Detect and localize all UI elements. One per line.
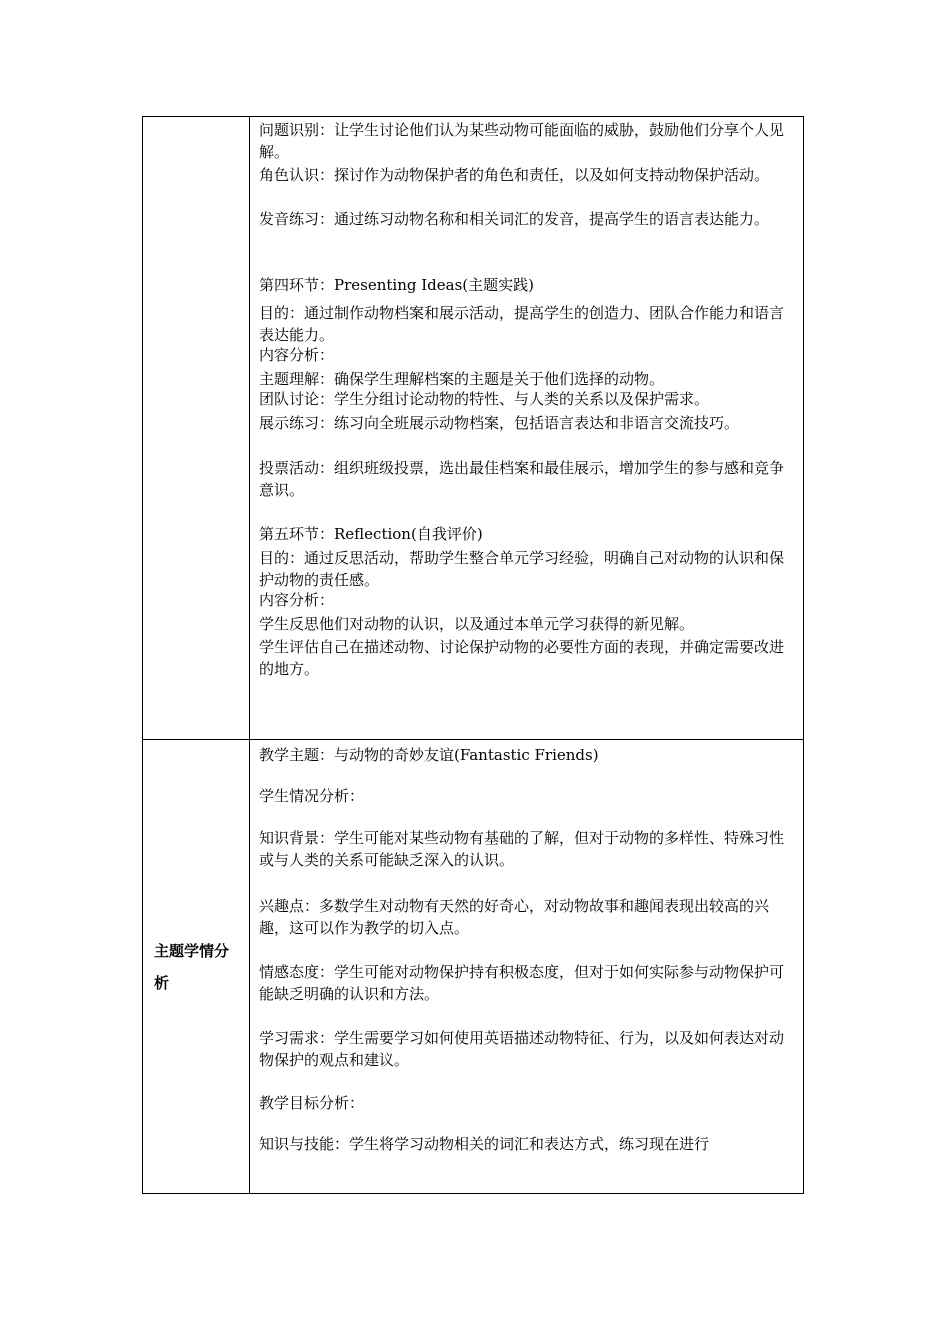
- paragraph-pronunciation: 发音练习：通过练习动物名称和相关词汇的发音，提高学生的语言表达能力。: [259, 210, 770, 228]
- lesson-plan-table: [142, 116, 804, 1194]
- table-row-learner-analysis: [143, 739, 803, 1194]
- row-label-learner-analysis: 主题学情分析: [154, 942, 230, 992]
- paragraph-content-analysis: 内容分析：: [259, 346, 335, 364]
- section-heading-stage-five: 第五环节：Reflection(自我评价): [259, 525, 483, 543]
- paragraph-student-analysis: 学生情况分析：: [259, 787, 365, 805]
- paragraph-problem-identification: 问题识别：让学生讨论他们认为某些动物可能面临的威胁，鼓励他们分享个人见解。: [259, 121, 785, 161]
- paragraph-learning-needs: 学习需求：学生需要学习如何使用英语描述动物特征、行为，以及如何表达对动物保护的观点和建议。: [259, 1029, 785, 1069]
- table-row-activities: [143, 117, 803, 739]
- paragraph-voting-activity: 投票活动：组织班级投票，选出最佳档案和最佳展示，增加学生的参与感和竞争意识。: [259, 459, 785, 499]
- paragraph-knowledge-background: 知识背景：学生可能对某些动物有基础的了解，但对于动物的多样性、特殊习性或与人类的关系可能缺乏深入的认识。: [259, 829, 785, 869]
- paragraph-role-awareness: 角色认识：探讨作为动物保护者的角色和责任，以及如何支持动物保护活动。: [259, 166, 770, 184]
- column-divider: [249, 740, 250, 1194]
- paragraph-presentation-practice: 展示练习：练习向全班展示动物档案，包括语言表达和非语言交流技巧。: [259, 414, 740, 432]
- paragraph-content-analysis-2: 内容分析：: [259, 591, 335, 609]
- paragraph-emotional-attitude: 情感态度：学生可能对动物保护持有积极态度，但对于如何实际参与动物保护可能缺乏明确的认识和方法。: [259, 963, 785, 1003]
- paragraph-objectives-analysis: 教学目标分析：: [259, 1094, 365, 1112]
- column-divider: [249, 117, 250, 739]
- paragraph-team-discussion: 团队讨论：学生分组讨论动物的特性、与人类的关系以及保护需求。: [259, 390, 710, 408]
- paragraph-knowledge-skills: 知识与技能：学生将学习动物相关的词汇和表达方式，练习现在进行: [259, 1135, 710, 1153]
- paragraph-theme-understanding: 主题理解：确保学生理解档案的主题是关于他们选择的动物。: [259, 370, 665, 388]
- paragraph-stage-five-purpose: 目的：通过反思活动，帮助学生整合单元学习经验，明确自己对动物的认识和保护动物的责任感。: [259, 549, 785, 589]
- paragraph-teaching-theme: 教学主题：与动物的奇妙友谊(Fantastic Friends): [259, 746, 599, 764]
- paragraph-interest-points: 兴趣点：多数学生对动物有天然的好奇心，对动物故事和趣闻表现出较高的兴趣，这可以作为教学的切入点。: [259, 897, 770, 937]
- row-label-cell: [143, 740, 249, 1194]
- paragraph-stage-four-purpose: 目的：通过制作动物档案和展示活动，提高学生的创造力、团队合作能力和语言表达能力。: [259, 304, 785, 344]
- paragraph-student-self-assessment: 学生评估自己在描述动物、讨论保护动物的必要性方面的表现，并确定需要改进的地方。: [259, 638, 785, 678]
- row-label-cell: [143, 117, 249, 739]
- paragraph-student-reflection: 学生反思他们对动物的认识，以及通过本单元学习获得的新见解。: [259, 615, 695, 633]
- section-heading-stage-four: 第四环节：Presenting Ideas(主题实践): [259, 276, 534, 294]
